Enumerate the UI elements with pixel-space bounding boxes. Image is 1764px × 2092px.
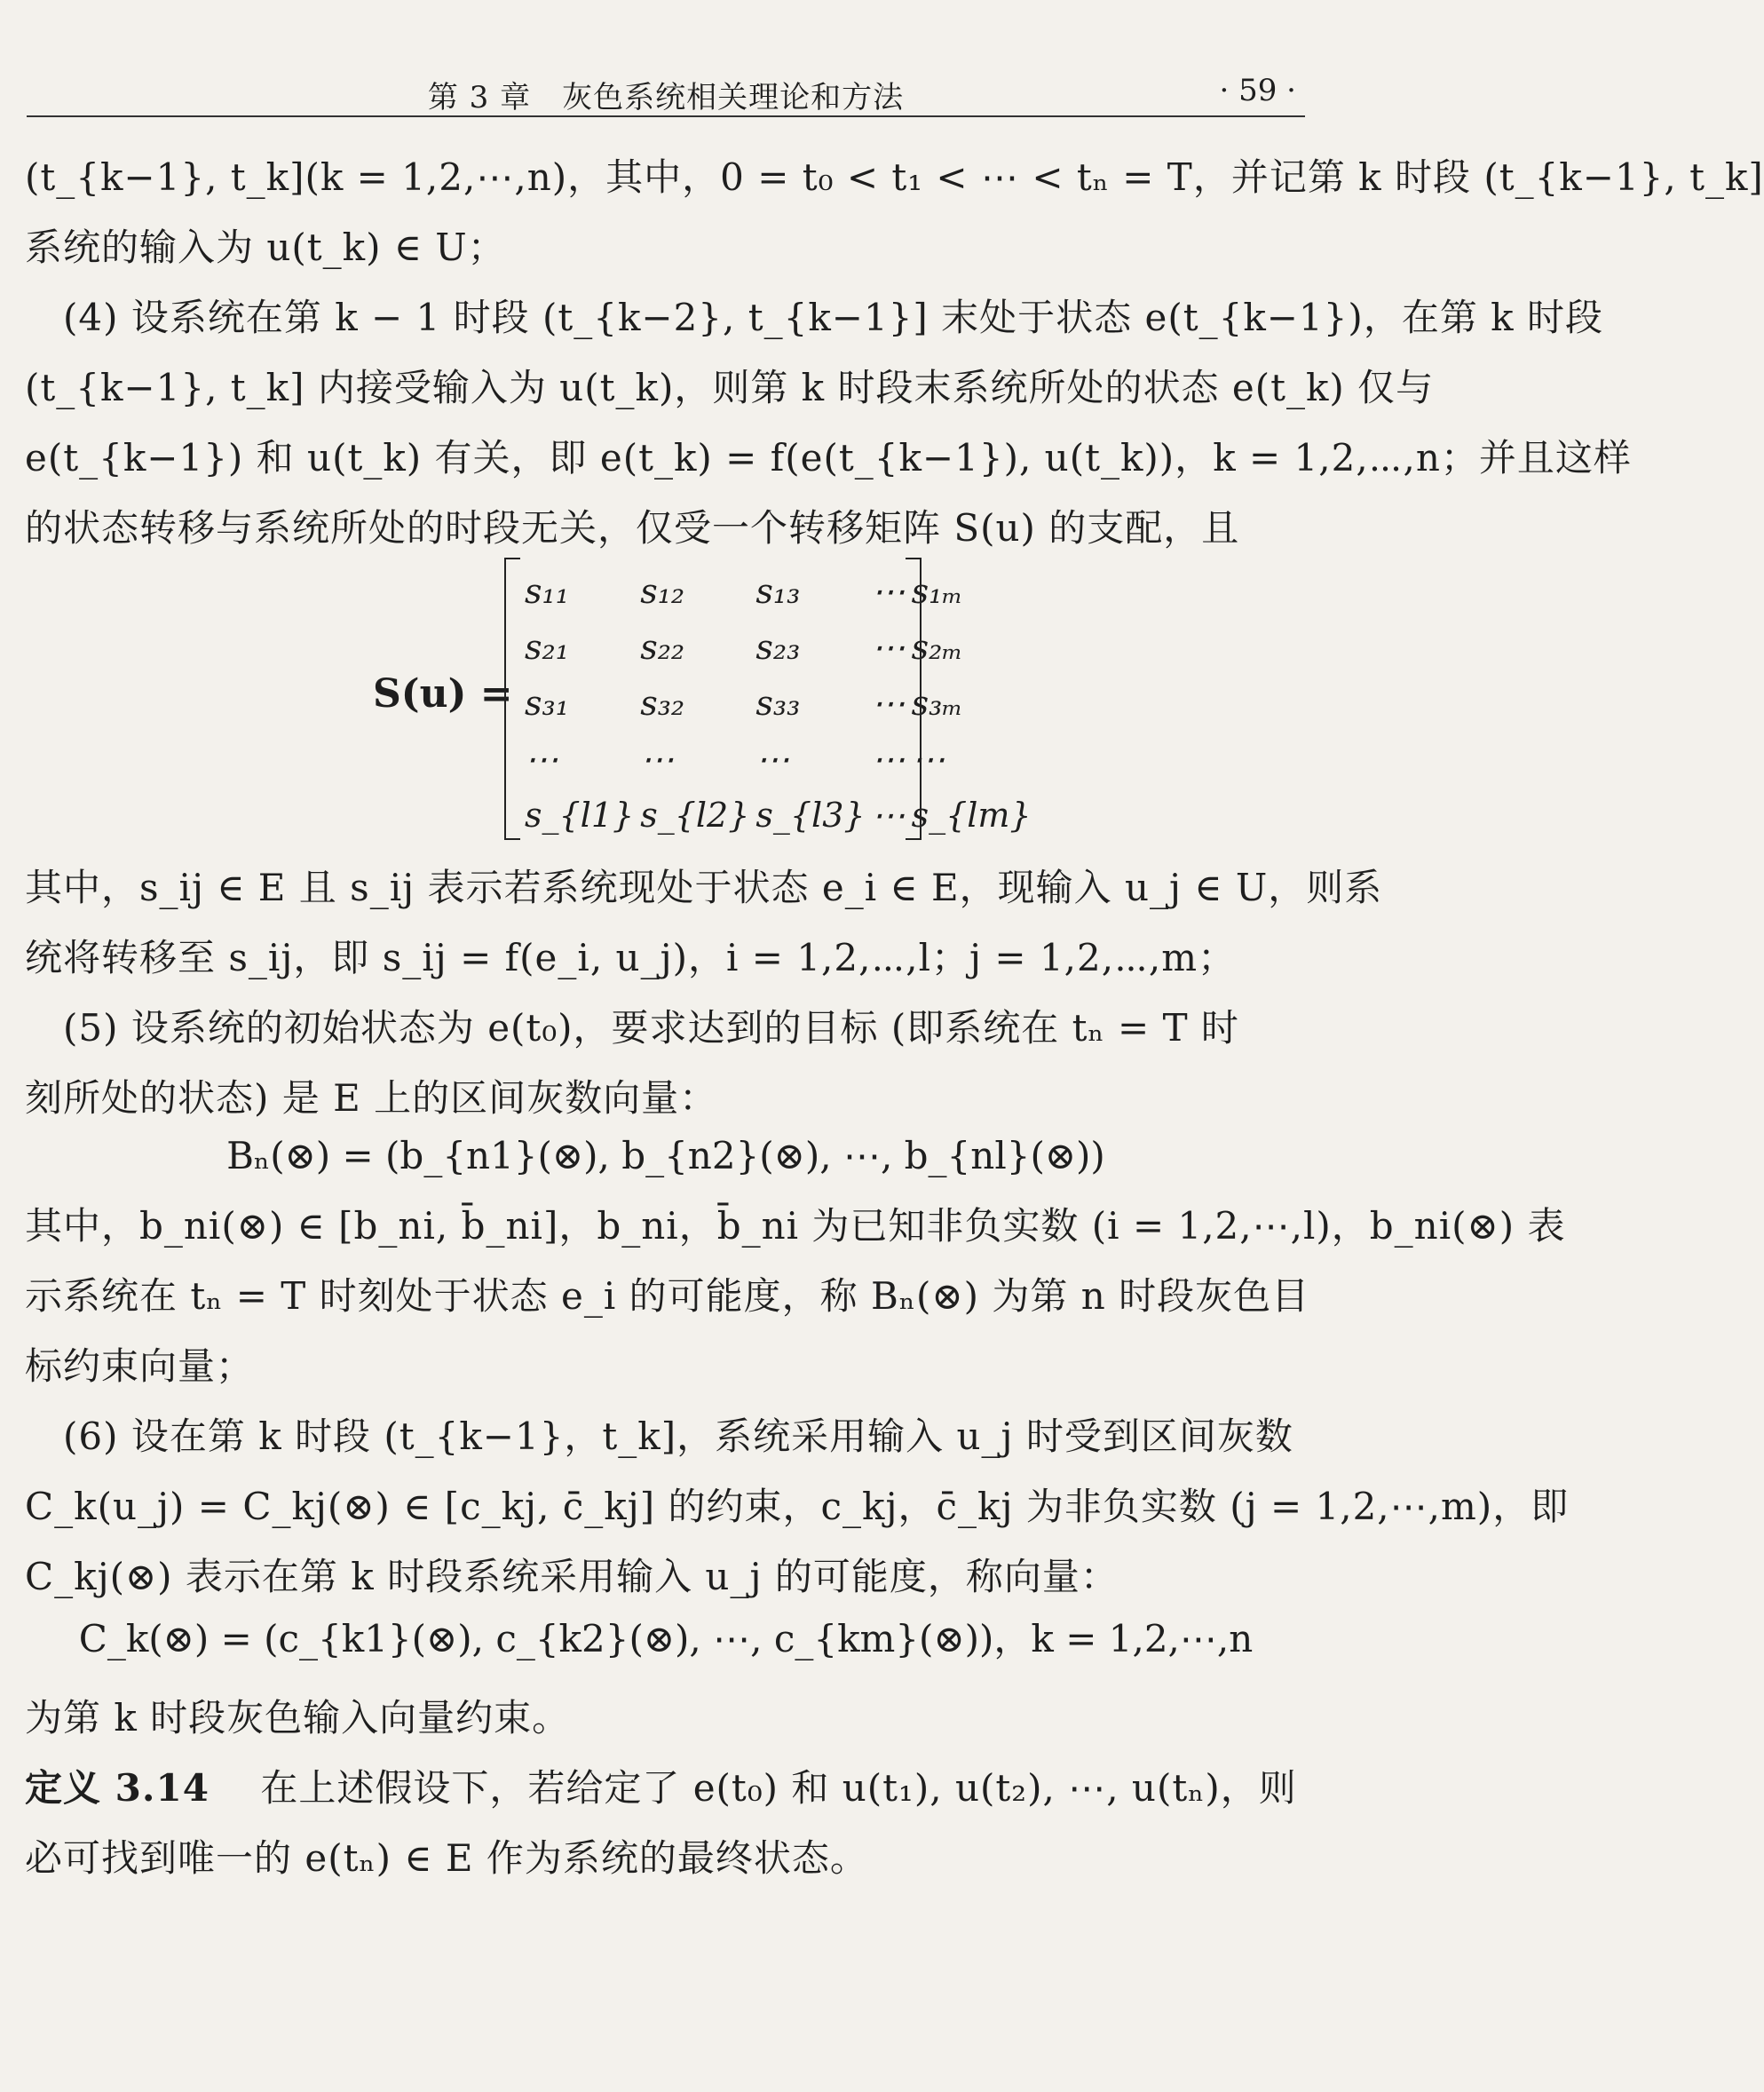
matrix-row xyxy=(519,787,1032,843)
matrix-cell: ⋯ xyxy=(640,739,675,779)
transition-matrix xyxy=(373,558,1032,842)
matrix-cell: ⋯ xyxy=(871,683,906,723)
text-line: 为第 k 时段灰色输入向量约束。 xyxy=(25,1696,571,1739)
definition-label: 定义 3.14 xyxy=(25,1766,210,1810)
matrix-cell: s_{l3} xyxy=(755,795,866,835)
equation-bn: Bₙ(⊗) = (b_{n1}(⊗), b_{n2}(⊗), ⋯, b_{nl}(⊗)) xyxy=(226,1134,1105,1177)
running-header xyxy=(27,69,1305,117)
matrix-cell: s₁₃ xyxy=(755,571,801,611)
text-line: (5) 设系统的初始状态为 e(t₀)，要求达到的目标 (即系统在 tₙ = T 时 xyxy=(25,1006,1239,1050)
page-number: · 59 · xyxy=(1219,73,1296,108)
matrix-cell: ⋯ xyxy=(871,571,906,611)
text-line: C_kj(⊗) 表示在第 k 时段系统采用输入 u_j 的可能度，称向量： xyxy=(25,1555,1119,1598)
matrix-cell: s₃ₘ xyxy=(911,683,963,723)
text-line: 必可找到唯一的 e(tₙ) ∈ E 作为系统的最终状态。 xyxy=(25,1836,868,1880)
matrix-row xyxy=(519,731,1032,787)
matrix-cell: ⋯ xyxy=(755,739,790,779)
definition-text: 在上述假设下，若给定了 e(t₀) 和 u(t₁), u(t₂), ⋯, u(tₙ)，则 xyxy=(260,1766,1297,1810)
matrix-cell: ⋯ xyxy=(871,795,906,835)
matrix-row xyxy=(519,619,1032,675)
matrix-cell: s₁₂ xyxy=(640,571,685,611)
text-line: (6) 设在第 k 时段 (t_{k−1}，t_k]，系统采用输入 u_j 时受到区间灰数 xyxy=(25,1414,1293,1458)
left-bracket xyxy=(504,558,520,840)
matrix-cell: s₂₃ xyxy=(755,627,801,667)
matrix-cell: s₂₁ xyxy=(525,627,569,667)
right-bracket xyxy=(906,558,922,840)
text-line: e(t_{k−1}) 和 u(t_k) 有关，即 e(t_k) = f(e(t_{k−1}), u(t_k))，k = 1,2,⋯,n；并且这样 xyxy=(25,436,1632,479)
text-line: 系统的输入为 u(t_k) ∈ U； xyxy=(25,226,506,269)
text-line: C_k(u_j) = C_kj(⊗) ∈ [c_kj, c̄_kj] 的约束，c_kj，c̄_kj 为非负实数 (j = 1,2,⋯,m)，即 xyxy=(25,1485,1570,1528)
matrix-cell: s₂₂ xyxy=(640,627,685,667)
equation-ck: C_k(⊗) = (c_{k1}(⊗), c_{k2}(⊗), ⋯, c_{km}(⊗))，k = 1,2,⋯,n xyxy=(78,1617,1254,1660)
matrix-cell: ⋯ xyxy=(525,739,558,779)
text-line: 示系统在 tₙ = T 时刻处于状态 e_i 的可能度，称 Bₙ(⊗) 为第 n 时段灰色目 xyxy=(25,1274,1310,1318)
matrix-label: S(u) = xyxy=(373,671,513,717)
matrix-cell: ⋯ xyxy=(911,739,945,779)
definition-line xyxy=(25,1753,1297,1823)
matrix-cell: s_{lm} xyxy=(911,795,1032,835)
matrix-table xyxy=(519,563,1032,843)
matrix-cell: ⋯ xyxy=(871,739,906,779)
text-line: 的状态转移与系统所处的时段无关，仅受一个转移矩阵 S(u) 的支配，且 xyxy=(25,506,1240,550)
matrix-row xyxy=(519,675,1032,731)
matrix-cell: s₁ₘ xyxy=(911,571,963,611)
matrix-cell: s₂ₘ xyxy=(911,627,963,667)
text-line: (4) 设系统在第 k − 1 时段 (t_{k−2}, t_{k−1}] 末处于状态 e(t_{k−1})，在第 k 时段 xyxy=(25,296,1603,339)
text-line: 标约束向量； xyxy=(25,1344,255,1388)
matrix-row xyxy=(519,563,1032,619)
matrix-cell: s₃₁ xyxy=(525,683,569,723)
chapter-title: 第 3 章 灰色系统相关理论和方法 xyxy=(427,80,905,115)
matrix-cell: s₁₁ xyxy=(525,571,569,611)
matrix-cell: s₃₂ xyxy=(640,683,685,723)
text-line: (t_{k−1}, t_k](k = 1,2,⋯,n)，其中，0 = t₀ < t₁ < ⋯ < tₙ = T，并记第 k 时段 (t_{k−1}, t_k] xyxy=(25,155,1764,199)
text-line: 刻所处的状态) 是 E 上的区间灰数向量： xyxy=(25,1076,718,1120)
text-line: 统将转移至 s_ij，即 s_ij = f(e_i, u_j)，i = 1,2,⋯,l；j = 1,2,⋯,m； xyxy=(25,936,1237,979)
text-line: 其中，b_ni(⊗) ∈ [b_ni, b̄_ni]，b_ni，b̄_ni 为已知非负实数 (i = 1,2,⋯,l)，b_ni(⊗) 表 xyxy=(25,1204,1566,1248)
matrix-cell: s_{l1} xyxy=(525,795,635,835)
matrix-cell: s₃₃ xyxy=(755,683,801,723)
text-line: (t_{k−1}, t_k] 内接受输入为 u(t_k)，则第 k 时段末系统所处的状态 e(t_k) 仅与 xyxy=(25,366,1435,409)
matrix-cell: ⋯ xyxy=(871,627,906,667)
matrix-cell: s_{l2} xyxy=(640,795,750,835)
text-line: 其中，s_ij ∈ E 且 s_ij 表示若系统现处于状态 e_i ∈ E，现输入 u_j ∈ U，则系 xyxy=(25,866,1383,909)
